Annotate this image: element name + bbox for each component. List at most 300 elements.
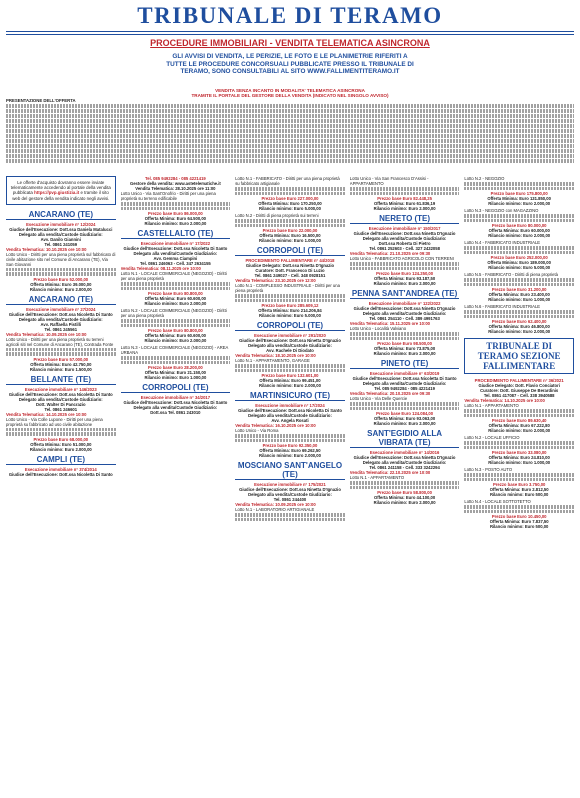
procedure-detail: Delegato alla vendita/Custode Giudiziario:	[133, 405, 218, 410]
listing	[464, 499, 574, 529]
procedure-detail: Giudice dell'Esecuzione: Dott.ssa Nicoletta Di Santo	[8, 391, 113, 397]
notice-heading: VENDITA SENZA INCANTO IN MODALITA' TELEMATICA ASINCRONA	[215, 88, 365, 93]
minimum-raise: Rilancio minimo: Euro 2.000,00	[488, 201, 551, 206]
base-price: Prezzo base Euro 68.000,00	[33, 436, 89, 442]
minimum-raise: Rilancio minimo: Euro 2.000,00	[144, 221, 207, 226]
minimum-offer: Offerta Minima: Euro 42.750,00	[30, 361, 92, 367]
section-subhead: PROCEDURE IMMOBILIARI - VENDITA TELEMATICA ASINCRONA	[150, 38, 430, 48]
lot-description: Lotto N.1 - APPARTAMENTO	[464, 403, 519, 408]
listing	[350, 450, 460, 505]
offer-text: Le offerte d'acquisto dovranno essere inviate telematicamente accedendo al portale della vendita pubblicata	[10, 180, 111, 196]
listings-columns	[6, 176, 574, 794]
procedure-number: Esecuzione immobiliare n° 27/2024	[26, 306, 96, 312]
procedure-detail: Delegato alla vendita/Custode Giudiziario:	[248, 413, 332, 418]
base-price: Prezzo base Euro 98.500,00	[377, 341, 432, 346]
listing	[464, 435, 574, 465]
text-block	[464, 315, 574, 319]
procedure-number: Esecuzione immobiliare n° 17/2022	[140, 241, 211, 246]
town-heading: PINETO (TE)	[350, 359, 460, 369]
procedure-number: Esecuzione immobiliare n° 17/2024	[255, 403, 325, 408]
text-block	[6, 114, 574, 118]
text-block	[464, 505, 574, 509]
offer-box	[6, 176, 116, 205]
lot-description: Lotto Unico - FABBRICATO AGRICOLO CON TERRENI	[349, 256, 454, 261]
procedure-detail: Gestore della vendita: www.astetelematiche.it	[129, 181, 221, 186]
minimum-raise: Rilancio minimo: Euro 500,00	[489, 524, 549, 529]
sale-date: Vendita Telematica: 14.10.2025 ore 10:00	[464, 398, 545, 403]
procedure-number: PROCEDIMENTO FALLIMENTARE n° 36/2021	[474, 378, 564, 383]
procedure-number: PROCEDIMENTO FALLIMENTARE n° 44/2018	[245, 258, 335, 263]
town-heading: SANT'EGIDIO ALLA VIBRATA (TE)	[350, 429, 460, 448]
minimum-offer: Offerta Minima: Euro 170.250,00	[258, 201, 322, 206]
procedure-detail: Tel. 0861 252603 - Cell. 327 2432058	[369, 246, 440, 251]
lot-description: Lotto N.6 - FABBRICATO INDUSTRIALE	[464, 304, 541, 309]
text-block	[121, 202, 231, 206]
text-block	[464, 214, 574, 218]
minimum-raise: Rilancio minimo: Euro 2.000,00	[144, 301, 207, 306]
procedure-detail: Giudice dell'Esecuzione: Dott.ssa Nicoletta Di Santo	[8, 311, 113, 317]
text-block	[235, 192, 345, 196]
masthead	[0, 0, 580, 30]
text-block	[6, 144, 574, 148]
minimum-raise: Rilancio minimo: Euro 500,00	[489, 492, 549, 497]
text-block	[6, 348, 116, 352]
procedure-detail: Delegato alla vendita/Custode Giudiziario:	[362, 381, 447, 386]
base-price: Prezzo base Euro 10.450,00	[491, 514, 547, 519]
listing	[235, 176, 345, 211]
minimum-offer: Offerta Minima: Euro 24.810,00	[488, 455, 550, 460]
procedure-number: Esecuzione immobiliare n° 122/2022	[368, 301, 441, 306]
minimum-offer: Offerta Minima: Euro 69.262,50	[259, 448, 321, 453]
listing	[350, 226, 460, 286]
listing	[464, 272, 574, 302]
minimum-offer: Offerta Minima: Euro 99.451,00	[259, 378, 321, 383]
lot-description: Lotto N.3 - LOCALE COMMERCIALE (NEGOZIO) - AREA URBANA	[120, 345, 229, 355]
text-block	[6, 124, 574, 128]
text-block	[121, 324, 231, 328]
notice-lead: PRESENTAZIONE DELL'OFFERTA	[6, 98, 76, 104]
procedure-detail: Curatore: Dott. Francesco Di Luzio	[255, 268, 325, 273]
text-block	[121, 319, 231, 323]
procedure-detail: Tel. 0861 241158 - Cell. 333 3242294	[369, 465, 440, 470]
minimum-offer: Offerta Minima: Euro 60.600,00	[144, 296, 206, 301]
text-block	[464, 510, 574, 514]
base-price: Prezzo base Euro 82.448,25	[377, 196, 432, 201]
lot-description: Lotto N.5 - FABBRICATO - Diritti di piena proprietà	[464, 272, 559, 277]
listing	[121, 241, 231, 306]
procedure-detail: Tel. 0861 254110 - Cell. 389 4991763	[369, 316, 440, 321]
listing	[6, 307, 116, 372]
text-block	[464, 283, 574, 287]
column	[464, 176, 574, 794]
sale-date: Vendita Telematica: 08.11.2025 ore 10:00	[120, 266, 201, 271]
minimum-raise: Rilancio minimo: Euro 2.000,00	[488, 329, 551, 334]
text-block	[235, 513, 345, 517]
minimum-raise: Rilancio minimo: Euro 2.000,00	[373, 500, 436, 505]
base-price: Prezzo base Euro 252.000,00	[490, 255, 548, 260]
lot-description: Lotto N.2 - LOCALE UFFICIO	[464, 435, 520, 440]
minimum-raise: Rilancio minimo: Euro 1.000,00	[488, 297, 551, 302]
base-price: Prezzo base Euro 62.400,00	[491, 319, 547, 324]
procedure-detail: Avv. Angela Rosati	[271, 418, 309, 423]
town-heading: CAMPLI (TE)	[6, 455, 116, 465]
town-heading: CORROPOLI (TE)	[121, 383, 231, 393]
minimum-offer: Offerta Minima: Euro 214.206,84	[258, 308, 322, 313]
procedure-detail: Giudice dell'Esecuzione: Dott.ssa Ninetta D'Ignazio	[353, 306, 456, 311]
base-price: Prezzo base Euro 80.800,00	[148, 291, 203, 296]
minimum-raise: Rilancio minimo: Euro 5.000,00	[488, 265, 551, 270]
minimum-raise: Rilancio minimo: Euro 2.000,00	[488, 428, 551, 433]
text-block	[235, 369, 345, 373]
sale-date: Vendita Telematica: 16.10.2025 ore 10:00	[235, 423, 316, 428]
listing	[121, 345, 231, 380]
listing	[121, 176, 231, 226]
minimum-raise: Rilancio minimo: Euro 5.000,00	[259, 206, 321, 211]
town-heading: PENNA SANT'ANDREA (TE)	[350, 289, 460, 299]
text-block	[6, 428, 116, 432]
text-block	[464, 246, 574, 250]
lot-description: Lotto N.1 - COMPLESSO INDUSTRIALE - Diritti per una piena proprietà	[235, 283, 340, 293]
intro-line: TUTTE LE PROCEDURE CONCORSUALI PUBBLICATE PRESSO IL TRIBUNALE DI	[166, 60, 414, 68]
text-block	[121, 282, 231, 286]
minimum-raise: Rilancio minimo: Euro 2.000,00	[259, 383, 321, 388]
town-heading: ANCARANO (TE)	[6, 210, 116, 220]
base-price: Prezzo base Euro 124.250,00	[376, 271, 434, 276]
listing	[235, 213, 345, 243]
base-price: Prezzo base Euro 28.200,00	[148, 365, 203, 370]
lot-description: Lotto N.1 - APPARTAMENTO, GARAGE	[235, 358, 310, 363]
procedure-detail: Tel. 0861 246601	[44, 406, 78, 412]
minimum-offer: Offerta Minima: Euro 61.836,19	[373, 201, 436, 206]
text-block	[464, 278, 574, 282]
minimum-raise: Rilancio minimo: Euro 1.000,00	[488, 460, 551, 465]
town-heading: BELLANTE (TE)	[6, 375, 116, 385]
text-block	[235, 187, 345, 191]
procedure-detail: Delegato alla vendita/Custode Giudiziario:	[18, 316, 103, 322]
text-block	[350, 267, 460, 271]
minimum-raise: Rilancio minimo: Euro 2.000,00	[373, 421, 436, 426]
text-block	[6, 154, 574, 158]
base-price: Prezzo base Euro 89.630,40	[491, 418, 547, 423]
listing	[464, 208, 574, 238]
text-block	[464, 251, 574, 255]
procedure-detail: Delegato alla vendita/Custode Giudiziario:	[362, 311, 447, 316]
procedure-detail: Vendita Telematica: 28.10.2025 ore 11:00	[135, 186, 216, 191]
procedure-detail: Curatore: Dott. Giuseppe De Berardinis	[480, 388, 559, 393]
procedure-detail: Tel. 085 9492284 - 085 4221419	[374, 386, 435, 391]
column	[6, 176, 116, 794]
lot-description: Lotto N.1 - LOCALE COMMERCIALE (NEGOZIO) - Diritti per una piena proprietà	[120, 271, 227, 281]
sale-date: Vendita Telematica: 10.09.2025 ore 10:00	[235, 502, 316, 507]
text-block	[6, 134, 574, 138]
column	[350, 176, 460, 794]
minimum-raise: Rilancio minimo: Euro 2.000,00	[373, 206, 436, 211]
text-block	[235, 439, 345, 443]
text-block	[235, 219, 345, 223]
lot-description: Lotto N.1 - LABORATORIO ARTIGIANALE	[235, 507, 315, 512]
lot-description: Lotto Unico - Via Sant'Onofrio - Diritti per una piena proprietà su terreno edificabile	[120, 191, 216, 201]
text-block	[464, 219, 574, 223]
base-price: Prezzo base Euro 285.609,12	[261, 303, 319, 308]
procedure-detail: Giudice dell'Esecuzione: Dott.ssa Daniela Matalucci	[9, 226, 113, 232]
procedure-detail: Giudice dell'Esecuzione: Dott.ssa Nicoletta Di Santo	[123, 246, 228, 251]
text-block	[6, 432, 116, 436]
town-heading: CORROPOLI (TE)	[235, 321, 345, 331]
minimum-offer: Offerta Minima: Euro 23.400,00	[488, 292, 550, 297]
listing	[350, 176, 460, 211]
text-block	[464, 446, 574, 450]
sale-date: Vendita Telematica: 10.09.2025 ore 10:00	[6, 331, 87, 337]
minimum-offer: Offerta Minima: Euro 60.000,00	[488, 228, 550, 233]
town-heading: ANCARANO (TE)	[6, 295, 116, 305]
text-block	[6, 119, 574, 123]
minimum-offer: Offerta Minima: Euro 2.812,50	[489, 487, 549, 492]
text-block	[6, 272, 116, 276]
minimum-offer: Offerta Minima: Euro 44.100,00	[373, 495, 436, 500]
procedure-detail: Avv. Gemma Ciampini	[153, 256, 198, 261]
procedure-detail: Delegato alla vendita/Custode Giudiziario:	[248, 492, 332, 497]
listing	[464, 467, 574, 497]
procedure-detail: Giudice dell'Esecuzione: Dott.ssa Nicoletta Di Santo	[238, 408, 342, 413]
procedure-number: Esecuzione immobiliare n° 291/2020	[254, 333, 326, 338]
procedure-detail: Tel. 0861 246063 - Cell. 347 2634155	[140, 261, 211, 266]
lot-description: Lotto Unico - Via Roma	[235, 428, 279, 433]
procedure-detail: Tel. 0861 249027 - Cell. 348 0928151	[254, 273, 326, 278]
procedure-detail: Tel. 0861 417087 - Cell. 338 3940588	[483, 393, 555, 398]
minimum-offer: Offerta Minima: Euro 189.000,00	[487, 260, 551, 265]
text-block	[464, 409, 574, 413]
text-block	[6, 149, 574, 153]
base-price: Prezzo base Euro 124.084,00	[376, 411, 434, 416]
text-block	[350, 481, 460, 485]
minimum-raise: Rilancio minimo: Euro 2.000,00	[259, 453, 321, 458]
listing	[464, 176, 574, 206]
text-block	[350, 262, 460, 266]
procedure-number: Esecuzione immobiliare n° 34/2017	[140, 395, 211, 400]
minimum-raise: Rilancio minimo: Euro 2.000,00	[29, 446, 92, 452]
minimum-raise: Rilancio minimo: Euro 5.000,00	[259, 313, 321, 318]
lot-description: Lotto N.4 - LOCALE SOTTOTETTO	[464, 499, 531, 504]
procedure-detail: Tel. 0861 245561	[44, 326, 78, 332]
minimum-offer: Offerta Minima: Euro 67.222,80	[488, 423, 550, 428]
sale-date: Vendita Telematica: 20.10.2025 ore 09:30	[349, 391, 431, 396]
lot-description: Lotto N.2 - NEGOZIO	[464, 176, 505, 181]
town-heading: CASTELLALTO (TE)	[121, 229, 231, 239]
minimum-offer: Offerta Minima: Euro 60.600,00	[144, 333, 206, 338]
notice-subheading: TRAMITE IL PORTALE DEL GESTORE DELLA VENDITA (INDICATO NEL SINGOLO AVVISO)	[191, 93, 389, 99]
procedure-detail: Giudice Delegato: Dott. Flavio Conciatori	[478, 383, 560, 388]
listing	[121, 308, 231, 343]
base-price: Prezzo base Euro 175.800,00	[490, 191, 548, 196]
listing	[6, 387, 116, 452]
base-price: Prezzo base Euro 80.000,00	[491, 223, 547, 228]
base-price: Prezzo base Euro 22.000,00	[262, 228, 318, 233]
title-rule-2	[6, 34, 574, 35]
procedure-number: Tel. 085 9492284 - 085 4221419	[145, 176, 206, 181]
base-price: Prezzo base Euro 52.000,00	[33, 276, 89, 282]
sale-date: Vendita Telematica: 22.10.2025 ore 10:00	[349, 470, 431, 475]
text-block	[350, 187, 460, 191]
procedure-detail: Delegato alla vendita/Custode Giudiziario:	[18, 396, 103, 402]
text-block	[6, 159, 574, 163]
listing	[121, 395, 231, 415]
section-heading: TRIBUNALE DI TERAMO SEZIONE FALLIMENTARE	[464, 338, 574, 374]
base-price: Prezzo base Euro 3.750,00	[492, 482, 546, 487]
listing	[350, 301, 460, 356]
procedure-detail: Giudice dell'Esecuzione: Dott.ssa Ninetta D'Ignazio	[239, 487, 341, 492]
lot-description: Lotto N.3 - NEGOZIO con MAGAZZINO	[464, 208, 539, 213]
procedure-number: Esecuzione immobiliare n° 63/2019	[369, 371, 440, 376]
procedure-number: Esecuzione immobiliare n° 146/2023	[24, 386, 97, 392]
procedure-detail: Giudice dell'Esecuzione: Dott.ssa Nicoletta Di Santo	[123, 400, 228, 405]
offer-link[interactable]: https://pvp.giustizia.it	[34, 190, 80, 196]
listing	[235, 258, 345, 318]
procedure-detail: Delegato alla vendita/Custode Giudiziario:	[18, 231, 103, 237]
minimum-raise: Rilancio minimo: Euro 1.000,00	[144, 375, 207, 380]
lot-description: Lotto N.4 - FABBRICATO INDUSTRIALE	[464, 240, 541, 245]
text-block	[350, 192, 460, 196]
procedure-detail: Giudice dell'Esecuzione: Dott.ssa Ninetta D'Ignazio	[239, 338, 341, 343]
intro-line: TERAMO, SONO CONSULTABILI AL SITO WWW.FALLIMENTITERAMO.IT	[180, 68, 400, 76]
lot-description: Lotto N.3 - POSTO AUTO	[464, 467, 513, 472]
procedure-detail: Tel. 0861 244400	[273, 497, 307, 502]
text-block	[235, 434, 345, 438]
procedure-detail: Avv. Rachele Di Diodato	[266, 348, 314, 353]
lot-description: Lotto N.1 - FABBRICATO - Diritti per una piena proprietà su fabbricato artigianale	[235, 176, 340, 186]
listing	[235, 403, 345, 458]
minimum-offer: Offerta Minima: Euro 93.187,50	[373, 276, 436, 281]
lot-description: Lotto Unico - Via Delle Quercie	[349, 396, 408, 401]
minimum-offer: Offerta Minima: Euro 39.000,00	[30, 281, 92, 287]
listing	[6, 222, 116, 292]
text-block	[464, 441, 574, 445]
lot-description: Lotto Unico - Diritti per una piena proprietà sul fabbricato di civile abitazione sito nel Comune di Ancarano (TE), Via San Giovanni	[6, 251, 116, 267]
minimum-raise: Rilancio minimo: Euro 2.000,00	[373, 281, 436, 286]
sale-date: Vendita Telematica: 23.10.2025 ore 12:00	[235, 278, 316, 283]
base-price: Prezzo base Euro 227.000,00	[261, 196, 319, 201]
procedure-detail: Avv. Raffaella Pistilli	[40, 321, 82, 327]
minimum-offer: Offerta Minima: Euro 64.500,00	[144, 216, 206, 221]
procedure-detail: Dott. Walter Di Pancrazio	[35, 401, 86, 407]
text-block	[350, 332, 460, 336]
text-block	[464, 182, 574, 186]
text-block	[121, 356, 231, 360]
column	[235, 176, 345, 794]
text-block	[6, 268, 116, 272]
lot-description: Lotto N.1 - APPARTAMENTO	[349, 475, 405, 480]
sale-date: Vendita Telematica: 21.10.2025 ore 09:30	[349, 251, 431, 256]
procedure-number: Esecuzione immobiliare n° 374/2014	[24, 466, 97, 472]
town-heading: MARTINSICURO (TE)	[235, 391, 345, 401]
procedure-detail: Dott.ssa Tel. 0861 243010	[150, 410, 201, 415]
column	[121, 176, 231, 794]
base-price: Prezzo base Euro 92.350,00	[262, 443, 318, 448]
minimum-raise: Rilancio minimo: Euro 2.000,00	[373, 351, 436, 356]
text-block	[235, 299, 345, 303]
minimum-raise: Rilancio minimo: Euro 1.500,00	[29, 366, 92, 372]
lot-description: Lotto Unico - Via Colle Lupone - Diritti per una piena proprietà su fabbricato ad uso civile abitazione	[6, 416, 103, 427]
lot-description: Lotto N.2 - Diritti di piena proprietà sui terreni	[235, 213, 319, 218]
base-price: Prezzo base Euro 80.800,00	[148, 328, 203, 333]
sale-date: Vendita Telematica: 14.10.2025 ore 10:00	[6, 411, 87, 417]
text-block	[6, 352, 116, 356]
text-block	[350, 337, 460, 341]
intro-notice	[40, 53, 540, 76]
procedure-number: Esecuzione immobiliare n° 12/2024	[26, 221, 96, 227]
procedure-number: Esecuzione immobiliare n° 175/2021	[254, 482, 326, 487]
text-block	[350, 486, 460, 490]
page-title: TRIBUNALE DI TERAMO	[137, 3, 443, 28]
text-block	[235, 518, 345, 522]
town-heading: MOSCIANO SANT'ANGELO (TE)	[235, 461, 345, 480]
listing	[464, 240, 574, 270]
lot-description: Lotto Unico - Diritti per una piena proprietà su terreni agricoli siti nel Comune di Ancarano (TE), Contrada Fonte	[6, 336, 114, 347]
lot-description: Lotto N.2 - LOCALE COMMERCIALE (NEGOZIO) - Diritti per una piena proprietà	[120, 308, 227, 318]
procedure-detail: Giudice dell'Esecuzione: Dott.ssa Ninetta D'Ignazio	[353, 455, 456, 460]
sale-date: Vendita Telematica: 10.10.2025 ore 10:00	[6, 246, 87, 252]
text-block	[235, 364, 345, 368]
procedure-detail: Giudice dell'Esecuzione: Dott.ssa Nicoletta Di Santo	[8, 471, 113, 477]
procedure-detail: Giudice dell'Esecuzione: Dott.ssa Nicoletta Di Santo	[352, 376, 457, 381]
procedure-detail: Giudice dell'Esecuzione: Dott.ssa Ninetta D'Ignazio	[353, 231, 456, 236]
lot-description: Lotto Unico - Via San Francesco D'Assisi - APPARTAMENTO	[349, 176, 429, 186]
minimum-offer: Offerta Minima: Euro 93.063,00	[373, 416, 436, 421]
procedure-detail: Giudice Delegato: Dott.ssa Ninetta D'Ignazio	[245, 263, 335, 268]
offer-tail: e tramite il sito web del gestore della vendita indicato negli avvisi.	[12, 190, 110, 201]
intro-line: GLI AVVISI DI VENDITA, LE PERIZIE, LE FOTO E LE PLANIMETRIE RIFERITI A	[172, 53, 408, 60]
base-price: Prezzo base Euro 58.800,00	[377, 490, 432, 495]
minimum-raise: Rilancio minimo: Euro 2.000,00	[29, 286, 92, 292]
minimum-offer: Offerta Minima: Euro 73.875,00	[373, 346, 436, 351]
text-block	[464, 478, 574, 482]
sale-date: Vendita Telematica: 18.10.2025 ore 10:00	[235, 353, 316, 358]
minimum-raise: Rilancio minimo: Euro 2.000,00	[144, 338, 207, 343]
lot-description: Lotto Unico - Località Valviano	[349, 326, 407, 331]
base-price: Prezzo base Euro 132.601,00	[261, 373, 319, 378]
minimum-offer: Offerta Minima: Euro 16.500,00	[259, 233, 321, 238]
listing	[6, 467, 116, 477]
text-block	[6, 109, 574, 113]
procedure-detail: Delegato alla vendita/Custode Giudiziario:	[362, 236, 447, 241]
procedure-detail: Tel. 0861 241059	[44, 241, 78, 247]
text-block	[350, 402, 460, 406]
procedure-detail: Delegato alla vendita/Custode Giudiziario:	[133, 251, 218, 256]
base-price: Prezzo base Euro 57.000,00	[33, 356, 89, 362]
town-heading: CORROPOLI (TE)	[235, 246, 345, 256]
town-heading: NERETO (TE)	[350, 214, 460, 224]
minimum-offer: Offerta Minima: Euro 131.850,00	[487, 196, 551, 201]
listing	[235, 482, 345, 521]
text-block	[121, 287, 231, 291]
minimum-raise: Rilancio minimo: Euro 2.000,00	[488, 233, 551, 238]
procedure-number: Esecuzione immobiliare n° 14/2016	[369, 450, 440, 455]
text-block	[464, 187, 574, 191]
base-price: Prezzo base Euro 31.200,00	[491, 287, 547, 292]
listing	[464, 304, 574, 334]
text-block	[464, 310, 574, 314]
text-block	[6, 129, 574, 133]
text-block	[464, 414, 574, 418]
text-block	[464, 473, 574, 477]
text-block	[235, 294, 345, 298]
listing	[464, 378, 574, 433]
minimum-offer: Offerta Minima: Euro 21.150,00	[144, 370, 206, 375]
text-block	[121, 207, 231, 211]
text-block	[350, 407, 460, 411]
sale-conditions	[6, 88, 574, 164]
text-block	[235, 224, 345, 228]
minimum-offer: Offerta Minima: Euro 7.837,50	[489, 519, 549, 524]
